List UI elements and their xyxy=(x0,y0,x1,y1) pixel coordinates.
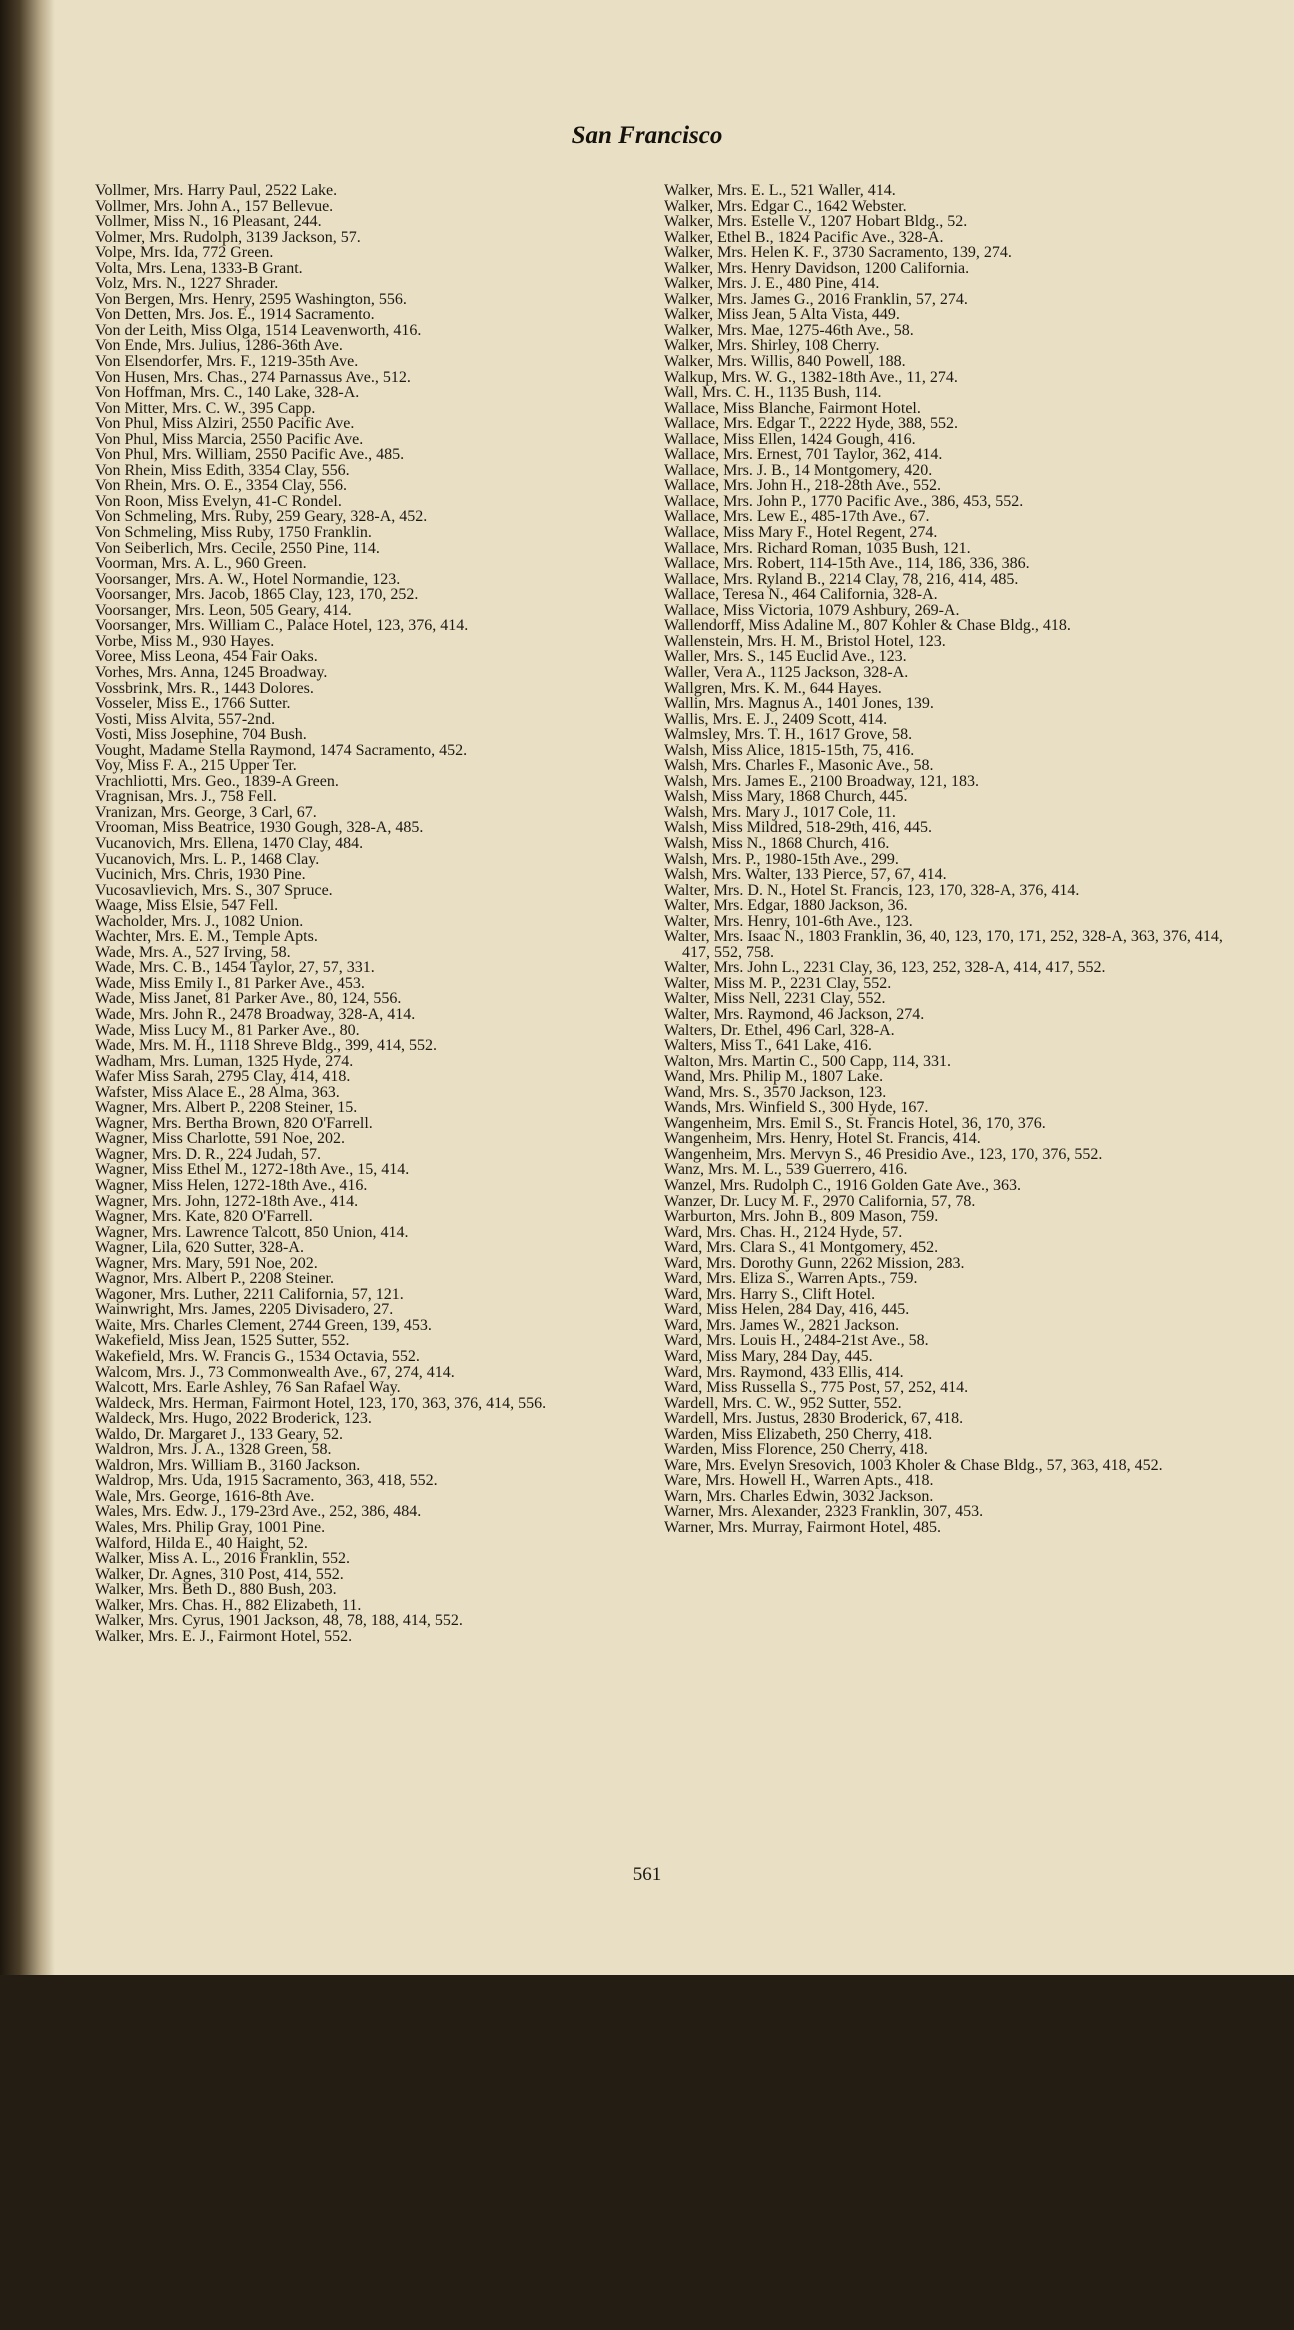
directory-entry: Walsh, Mrs. Mary J., 1017 Cole, 11. xyxy=(664,803,896,821)
directory-entry: Von Rhein, Miss Edith, 3354 Clay, 556. xyxy=(95,461,350,479)
directory-entry: Waldrop, Mrs. Uda, 1915 Sacramento, 363, 418, 552. xyxy=(95,1472,438,1490)
directory-entry: Wallace, Mrs. John P., 1770 Pacific Ave., 386, 453, 552. xyxy=(664,492,1024,510)
directory-entry: Von Husen, Mrs. Chas., 274 Parnassus Ave., 512. xyxy=(95,368,411,386)
directory-entry: Walkup, Mrs. W. G., 1382-18th Ave., 11, 274. xyxy=(664,368,958,386)
directory-entry: Wangenheim, Mrs. Emil S., St. Francis Hotel, 36, 170, 376. xyxy=(664,1114,1046,1132)
directory-entry: Wade, Mrs. C. B., 1454 Taylor, 27, 57, 331. xyxy=(95,959,375,977)
directory-entry: Voorsanger, Mrs. A. W., Hotel Normandie, 123. xyxy=(95,570,401,588)
directory-entry: Walsh, Miss Mildred, 518-29th, 416, 445. xyxy=(664,819,933,837)
directory-entry: Wagner, Mrs. Kate, 820 O'Farrell. xyxy=(95,1208,313,1226)
directory-entry: Waldron, Mrs. William B., 3160 Jackson. xyxy=(95,1456,361,1474)
directory-entry: Ward, Mrs. Harry S., Clift Hotel. xyxy=(664,1285,876,1303)
directory-entry: Waage, Miss Elsie, 547 Fell. xyxy=(95,897,279,915)
directory-entry: Walker, Mrs. J. E., 480 Pine, 414. xyxy=(664,275,880,293)
directory-entry: Wall, Mrs. C. H., 1135 Bush, 114. xyxy=(664,384,882,402)
directory-entry: Walker, Mrs. James G., 2016 Franklin, 57, 274. xyxy=(664,290,968,308)
directory-entry: Voorman, Mrs. A. L., 960 Green. xyxy=(95,555,307,573)
directory-entry: Wale, Mrs. George, 1616-8th Ave. xyxy=(95,1487,315,1505)
book-gutter-shadow xyxy=(0,0,55,1975)
directory-entry: Ward, Miss Russella S., 775 Post, 57, 252, 414. xyxy=(664,1379,969,1397)
directory-entry: Wagner, Miss Helen, 1272-18th Ave., 416. xyxy=(95,1177,368,1194)
directory-entry: Walter, Miss M. P., 2231 Clay, 552. xyxy=(664,974,892,992)
directory-entry: Walker, Mrs. Beth D., 880 Bush, 203. xyxy=(95,1581,337,1599)
directory-entry: Waldron, Mrs. J. A., 1328 Green, 58. xyxy=(95,1441,332,1459)
directory-entry: Wakefield, Mrs. W. Francis G., 1534 Octavia, 552. xyxy=(95,1348,420,1366)
directory-entry: Wainwright, Mrs. James, 2205 Divisadero, 27. xyxy=(95,1301,394,1319)
directory-entry: Vragnisan, Mrs. J., 758 Fell. xyxy=(95,788,277,806)
directory-entry: Wade, Miss Lucy M., 81 Parker Ave., 80. xyxy=(95,1021,360,1039)
directory-entry: Von Phul, Miss Alziri, 2550 Pacific Ave. xyxy=(95,415,355,433)
directory-entry: Ward, Mrs. Clara S., 41 Montgomery, 452. xyxy=(664,1239,939,1257)
directory-entry: Wallace, Mrs. J. B., 14 Montgomery, 420. xyxy=(664,461,933,479)
directory-entry: Wallace, Mrs. Lew E., 485-17th Ave., 67. xyxy=(664,508,930,526)
directory-entry: Vossbrink, Mrs. R., 1443 Dolores. xyxy=(95,679,314,697)
directory-entry: Walker, Miss A. L., 2016 Franklin, 552. xyxy=(95,1550,350,1568)
directory-entry: Waldo, Dr. Margaret J., 133 Geary, 52. xyxy=(95,1425,343,1443)
directory-entry: Warden, Miss Florence, 250 Cherry, 418. xyxy=(664,1441,928,1459)
directory-entry: Voorsanger, Mrs. William C., Palace Hotel, 123, 376, 414. xyxy=(95,617,469,635)
directory-entry: Walsh, Mrs. Charles F., Masonic Ave., 58. xyxy=(664,757,934,775)
directory-entry: Wallace, Teresa N., 464 California, 328-A. xyxy=(664,586,938,604)
directory-entry: Walter, Miss Nell, 2231 Clay, 552. xyxy=(664,990,886,1008)
directory-entry: Walker, Mrs. Estelle V., 1207 Hobart Bldg., 52. xyxy=(664,213,968,231)
directory-entry: Walker, Mrs. E. J., Fairmont Hotel, 552. xyxy=(95,1627,353,1645)
directory-entry: Von der Leith, Miss Olga, 1514 Leavenworth, 416. xyxy=(95,321,422,339)
directory-entry: Vosti, Miss Josephine, 704 Bush. xyxy=(95,726,307,744)
directory-entry: Walcom, Mrs. J., 73 Commonwealth Ave., 67, 274, 414. xyxy=(95,1363,455,1381)
directory-entry: Walsh, Miss N., 1868 Church, 416. xyxy=(664,834,890,852)
directory-entry: Walsh, Mrs. P., 1980-15th Ave., 299. xyxy=(664,850,899,868)
directory-entry: Wallace, Mrs. Ernest, 701 Taylor, 362, 414. xyxy=(664,446,943,464)
directory-entry: Wade, Mrs. John R., 2478 Broadway, 328-A, 414. xyxy=(95,1005,416,1023)
directory-entry: Walsh, Mrs. James E., 2100 Broadway, 121, 183. xyxy=(664,772,979,790)
directory-entry: Wallace, Mrs. John H., 218-28th Ave., 552. xyxy=(664,477,942,495)
directory-entry: Voorsanger, Mrs. Leon, 505 Geary, 414. xyxy=(95,601,352,619)
directory-entry: Wachter, Mrs. E. M., Temple Apts. xyxy=(95,928,318,946)
directory-entry: Walter, Mrs. John L., 2231 Clay, 36, 123, 252, 328-A, 414, 417, 552. xyxy=(664,959,1106,977)
directory-entry: Vorbe, Miss M., 930 Hayes. xyxy=(95,632,275,650)
directory-entry: Vollmer, Mrs. John A., 157 Bellevue. xyxy=(95,197,334,215)
directory-entry: Voy, Miss F. A., 215 Upper Ter. xyxy=(95,757,297,775)
directory-entry: Von Hoffman, Mrs. C., 140 Lake, 328-A. xyxy=(95,384,360,402)
directory-entry: Wangenheim, Mrs. Henry, Hotel St. Francis, 414. xyxy=(664,1130,981,1148)
directory-entry: Wallin, Mrs. Magnus A., 1401 Jones, 139. xyxy=(664,695,934,713)
directory-entry: Wallace, Mrs. Ryland B., 2214 Clay, 78, 216, 414, 485. xyxy=(664,570,1019,588)
directory-entry: Von Bergen, Mrs. Henry, 2595 Washington, 556. xyxy=(95,290,407,308)
directory-entry: Walker, Mrs. E. L., 521 Waller, 414. xyxy=(664,182,896,199)
directory-entry: Wand, Mrs. S., 3570 Jackson, 123. xyxy=(664,1083,887,1101)
directory-entry: Walter, Mrs. Raymond, 46 Jackson, 274. xyxy=(664,1005,925,1023)
directory-entry: Wands, Mrs. Winfield S., 300 Hyde, 167. xyxy=(664,1099,929,1117)
directory-entry: Von Elsendorfer, Mrs. F., 1219-35th Ave. xyxy=(95,353,359,371)
directory-entry: Walker, Miss Jean, 5 Alta Vista, 449. xyxy=(664,306,900,324)
directory-entry: Vollmer, Miss N., 16 Pleasant, 244. xyxy=(95,213,322,231)
directory-entry: Wagner, Miss Ethel M., 1272-18th Ave., 15, 414. xyxy=(95,1161,410,1179)
left-column xyxy=(95,183,655,1644)
directory-entry: Ward, Miss Helen, 284 Day, 416, 445. xyxy=(664,1301,910,1319)
directory-entry: Vrooman, Miss Beatrice, 1930 Gough, 328-A, 485. xyxy=(95,819,424,837)
directory-entry: Waller, Vera A., 1125 Jackson, 328-A. xyxy=(664,663,909,681)
directory-entry: Warden, Miss Elizabeth, 250 Cherry, 418. xyxy=(664,1425,933,1443)
directory-entry: Wardell, Mrs. C. W., 952 Sutter, 552. xyxy=(664,1394,902,1412)
directory-entry: Waite, Mrs. Charles Clement, 2744 Green, 139, 453. xyxy=(95,1316,432,1334)
directory-entry: Walcott, Mrs. Earle Ashley, 76 San Rafael Way. xyxy=(95,1379,401,1397)
directory-entry: Wagnor, Mrs. Albert P., 2208 Steiner. xyxy=(95,1270,334,1288)
directory-entry: Ward, Mrs. Louis H., 2484-21st Ave., 58. xyxy=(664,1332,929,1350)
directory-entry: Wallgren, Mrs. K. M., 644 Hayes. xyxy=(664,679,882,697)
directory-entry: Wakefield, Miss Jean, 1525 Sutter, 552. xyxy=(95,1332,350,1350)
directory-entry: Warn, Mrs. Charles Edwin, 3032 Jackson. xyxy=(664,1487,934,1505)
directory-entry: Wallace, Miss Victoria, 1079 Ashbury, 269-A. xyxy=(664,601,960,619)
directory-entry: Vucanovich, Mrs. Ellena, 1470 Clay, 484. xyxy=(95,834,364,852)
directory-entry: Voree, Miss Leona, 454 Fair Oaks. xyxy=(95,648,318,666)
directory-entry: Walter, Mrs. Isaac N., 1803 Franklin, 36, 40, 123, 170, 171, 252, 328-A, 363, 376, 414, 417, 552, 758. xyxy=(664,928,1223,961)
directory-entry: Walker, Ethel B., 1824 Pacific Ave., 328-A. xyxy=(664,228,944,246)
directory-entry: Von Phul, Miss Marcia, 2550 Pacific Ave. xyxy=(95,430,364,448)
directory-entry: Wand, Mrs. Philip M., 1807 Lake. xyxy=(664,1068,884,1086)
directory-entry: Wales, Mrs. Edw. J., 179-23rd Ave., 252, 386, 484. xyxy=(95,1503,422,1521)
directory-entry: Voorsanger, Mrs. Jacob, 1865 Clay, 123, 170, 252. xyxy=(95,586,419,604)
directory-entry: Wafster, Miss Alace E., 28 Alma, 363. xyxy=(95,1083,340,1101)
directory-entry: Wagoner, Mrs. Luther, 2211 California, 57, 121. xyxy=(95,1285,404,1303)
directory-entry: Walker, Mrs. Mae, 1275-46th Ave., 58. xyxy=(664,321,914,339)
directory-entry: Walford, Hilda E., 40 Haight, 52. xyxy=(95,1534,308,1552)
directory-entry: Von Phul, Mrs. William, 2550 Pacific Ave., 485. xyxy=(95,446,405,464)
directory-entry: Vosseler, Miss E., 1766 Sutter. xyxy=(95,695,291,713)
directory-entry: Walker, Mrs. Willis, 840 Powell, 188. xyxy=(664,353,906,371)
directory-entry: Walsh, Mrs. Walter, 133 Pierce, 57, 67, 414. xyxy=(664,866,947,884)
directory-entry: Vucanovich, Mrs. L. P., 1468 Clay. xyxy=(95,850,320,868)
directory-entry: Wallendorff, Miss Adaline M., 807 Kohler & Chase Bldg., 418. xyxy=(664,617,1071,635)
directory-entry: Walter, Mrs. Henry, 101-6th Ave., 123. xyxy=(664,912,913,930)
directory-entry: Vought, Madame Stella Raymond, 1474 Sacramento, 452. xyxy=(95,741,468,759)
directory-entry: Wallis, Mrs. E. J., 2409 Scott, 414. xyxy=(664,710,888,728)
directory-entry: Vollmer, Mrs. Harry Paul, 2522 Lake. xyxy=(95,182,338,199)
directory-entry: Walter, Mrs. D. N., Hotel St. Francis, 123, 170, 328-A, 376, 414. xyxy=(664,881,1080,899)
directory-entry: Volpe, Mrs. Ida, 772 Green. xyxy=(95,244,274,262)
directory-entry: Wardell, Mrs. Justus, 2830 Broderick, 67, 418. xyxy=(664,1410,964,1428)
background-surface xyxy=(0,1975,1294,2330)
directory-entry: Walker, Mrs. Henry Davidson, 1200 California. xyxy=(664,259,970,277)
directory-entry: Wagner, Mrs. Bertha Brown, 820 O'Farrell. xyxy=(95,1114,373,1132)
directory-entry: Warner, Mrs. Murray, Fairmont Hotel, 485. xyxy=(664,1519,941,1537)
directory-entry: Walsh, Miss Mary, 1868 Church, 445. xyxy=(664,788,908,806)
directory-entry: Von Rhein, Mrs. O. E., 3354 Clay, 556. xyxy=(95,477,347,495)
directory-entry: Wade, Miss Emily I., 81 Parker Ave., 453. xyxy=(95,974,365,992)
directory-entry: Wallace, Miss Blanche, Fairmont Hotel. xyxy=(664,399,921,417)
directory-entry: Walsh, Miss Alice, 1815-15th, 75, 416. xyxy=(664,741,915,759)
directory-entry: Wade, Mrs. M. H., 1118 Shreve Bldg., 399, 414, 552. xyxy=(95,1037,437,1055)
directory-entry: Volz, Mrs. N., 1227 Shrader. xyxy=(95,275,279,293)
directory-entry: Waldeck, Mrs. Herman, Fairmont Hotel, 123, 170, 363, 376, 414, 556. xyxy=(95,1394,547,1412)
directory-entry: Walter, Mrs. Edgar, 1880 Jackson, 36. xyxy=(664,897,908,915)
directory-entry: Walker, Mrs. Cyrus, 1901 Jackson, 48, 78, 188, 414, 552. xyxy=(95,1612,463,1630)
directory-entry: Von Seiberlich, Mrs. Cecile, 2550 Pine, 114. xyxy=(95,539,380,557)
directory-entry: Vosti, Miss Alvita, 557-2nd. xyxy=(95,710,276,728)
directory-entry: Ward, Mrs. James W., 2821 Jackson. xyxy=(664,1316,900,1334)
directory-entry: Wade, Miss Janet, 81 Parker Ave., 80, 124, 556. xyxy=(95,990,402,1008)
directory-entry: Wadham, Mrs. Luman, 1325 Hyde, 274. xyxy=(95,1052,354,1070)
directory-entry: Ward, Miss Mary, 284 Day, 445. xyxy=(664,1348,873,1366)
directory-entry: Wafer Miss Sarah, 2795 Clay, 414, 418. xyxy=(95,1068,351,1086)
directory-entry: Von Mitter, Mrs. C. W., 395 Capp. xyxy=(95,399,316,417)
directory-entry: Wagner, Mrs. Mary, 591 Noe, 202. xyxy=(95,1254,318,1272)
directory-entry: Von Schmeling, Miss Ruby, 1750 Franklin. xyxy=(95,524,372,542)
directory-entry: Vorhes, Mrs. Anna, 1245 Broadway. xyxy=(95,663,328,681)
directory-entry: Wagner, Mrs. Albert P., 2208 Steiner, 15. xyxy=(95,1099,358,1117)
directory-entry: Walmsley, Mrs. T. H., 1617 Grove, 58. xyxy=(664,726,913,744)
directory-entry: Walters, Dr. Ethel, 496 Carl, 328-A. xyxy=(664,1021,895,1039)
directory-entry: Walters, Miss T., 641 Lake, 416. xyxy=(664,1037,872,1055)
directory-entry: Ware, Mrs. Howell H., Warren Apts., 418. xyxy=(664,1472,934,1490)
directory-entry: Wallenstein, Mrs. H. M., Bristol Hotel, 123. xyxy=(664,632,946,650)
directory-entry: Vucinich, Mrs. Chris, 1930 Pine. xyxy=(95,866,306,884)
directory-entry: Wagner, Miss Charlotte, 591 Noe, 202. xyxy=(95,1130,346,1148)
directory-entry: Volta, Mrs. Lena, 1333-B Grant. xyxy=(95,259,303,277)
directory-entry: Wagner, Mrs. John, 1272-18th Ave., 414. xyxy=(95,1192,359,1210)
directory-entry: Waldeck, Mrs. Hugo, 2022 Broderick, 123. xyxy=(95,1410,372,1428)
page-header: San Francisco xyxy=(571,122,723,149)
directory-entry: Walker, Mrs. Chas. H., 882 Elizabeth, 11. xyxy=(95,1596,362,1614)
directory-entry: Walker, Mrs. Edgar C., 1642 Webster. xyxy=(664,197,907,215)
directory-entry: Wanzel, Mrs. Rudolph C., 1916 Golden Gate Ave., 363. xyxy=(664,1177,1022,1194)
directory-entry: Wagner, Lila, 620 Sutter, 328-A. xyxy=(95,1239,304,1257)
directory-entry: Wangenheim, Mrs. Mervyn S., 46 Presidio Ave., 123, 170, 376, 552. xyxy=(664,1145,1103,1163)
directory-entry: Warburton, Mrs. John B., 809 Mason, 759. xyxy=(664,1208,939,1226)
directory-entry: Wallace, Miss Mary F., Hotel Regent, 274. xyxy=(664,524,938,542)
directory-entry: Wallace, Mrs. Richard Roman, 1035 Bush, 121. xyxy=(664,539,971,557)
directory-entry: Von Schmeling, Mrs. Ruby, 259 Geary, 328-A, 452. xyxy=(95,508,428,526)
directory-entry: Walker, Mrs. Helen K. F., 3730 Sacramento, 139, 274. xyxy=(664,244,1012,262)
directory-entry: Wanz, Mrs. M. L., 539 Guerrero, 416. xyxy=(664,1161,908,1179)
directory-entry: Wagner, Mrs. Lawrence Talcott, 850 Union, 414. xyxy=(95,1223,409,1241)
directory-entry: Wade, Mrs. A., 527 Irving, 58. xyxy=(95,943,291,961)
directory-entry: Vrachliotti, Mrs. Geo., 1839-A Green. xyxy=(95,772,339,790)
directory-entry: Walton, Mrs. Martin C., 500 Capp, 114, 331. xyxy=(664,1052,951,1070)
directory-entry: Walker, Mrs. Shirley, 108 Cherry. xyxy=(664,337,880,355)
right-column xyxy=(664,183,1254,1536)
directory-entry: Wales, Mrs. Philip Gray, 1001 Pine. xyxy=(95,1519,326,1537)
directory-entry: Wacholder, Mrs. J., 1082 Union. xyxy=(95,912,304,930)
directory-entry: Ward, Mrs. Raymond, 433 Ellis, 414. xyxy=(664,1363,904,1381)
directory-entry: Ward, Mrs. Dorothy Gunn, 2262 Mission, 283. xyxy=(664,1254,965,1272)
directory-entry: Von Ende, Mrs. Julius, 1286-36th Ave. xyxy=(95,337,343,355)
directory-entry: Waller, Mrs. S., 145 Euclid Ave., 123. xyxy=(664,648,907,666)
directory-entry: Volmer, Mrs. Rudolph, 3139 Jackson, 57. xyxy=(95,228,361,246)
directory-entry: Wallace, Miss Ellen, 1424 Gough, 416. xyxy=(664,430,916,448)
directory-entry: Vranizan, Mrs. George, 3 Carl, 67. xyxy=(95,803,317,821)
directory-entry: Ward, Mrs. Eliza S., Warren Apts., 759. xyxy=(664,1270,918,1288)
directory-entry: Wagner, Mrs. D. R., 224 Judah, 57. xyxy=(95,1145,322,1163)
page-number: 561 xyxy=(632,1864,662,1885)
directory-entry: Vucosavlievich, Mrs. S., 307 Spruce. xyxy=(95,881,333,899)
directory-entry: Wallace, Mrs. Robert, 114-15th Ave., 114, 186, 336, 386. xyxy=(664,555,1030,573)
directory-entry: Warner, Mrs. Alexander, 2323 Franklin, 307, 453. xyxy=(664,1503,984,1521)
directory-entry: Von Detten, Mrs. Jos. E., 1914 Sacramento. xyxy=(95,306,375,324)
directory-entry: Ward, Mrs. Chas. H., 2124 Hyde, 57. xyxy=(664,1223,903,1241)
directory-entry: Ware, Mrs. Evelyn Sresovich, 1003 Kholer & Chase Bldg., 57, 363, 418, 452. xyxy=(664,1456,1163,1474)
directory-entry: Wallace, Mrs. Edgar T., 2222 Hyde, 388, 552. xyxy=(664,415,959,433)
directory-entry: Von Roon, Miss Evelyn, 41-C Rondel. xyxy=(95,492,342,510)
directory-entry: Wanzer, Dr. Lucy M. F., 2970 California, 57, 78. xyxy=(664,1192,976,1210)
directory-entry: Walker, Dr. Agnes, 310 Post, 414, 552. xyxy=(95,1565,344,1583)
